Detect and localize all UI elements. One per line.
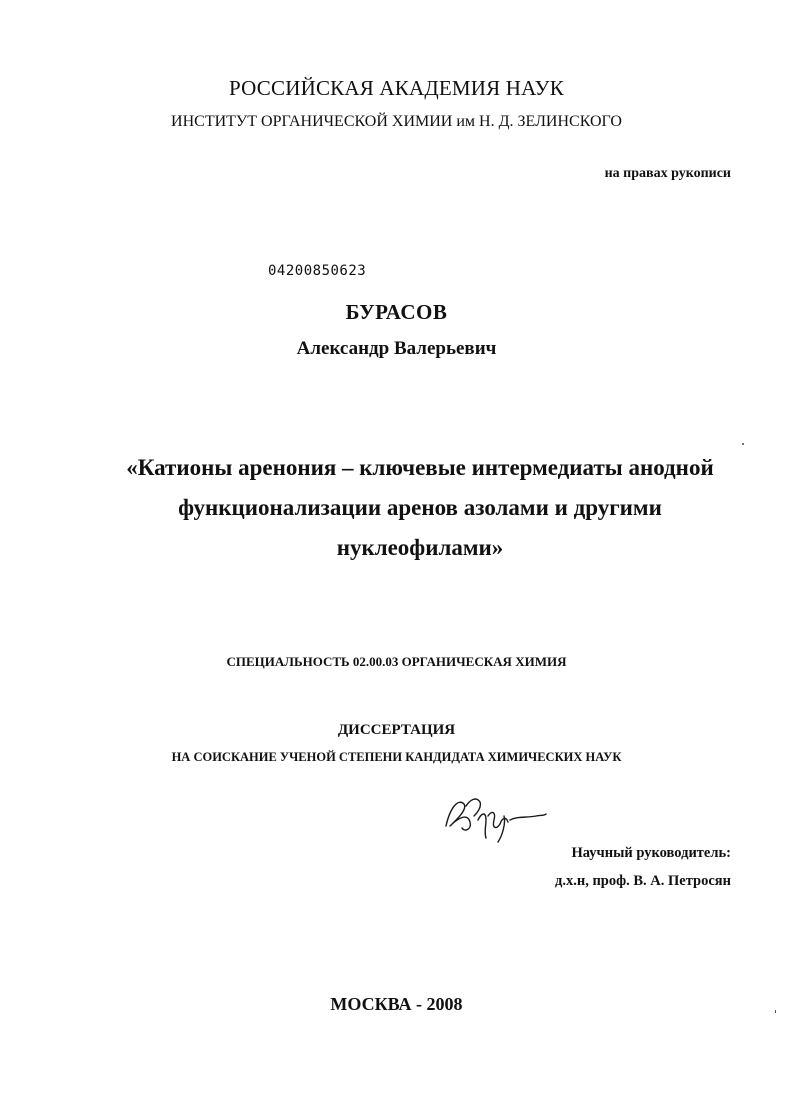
- dissertation-label: ДИССЕРТАЦИЯ: [337, 722, 456, 738]
- rights-note: на правах рукописи: [604, 166, 731, 181]
- dissertation-title: [90, 448, 750, 568]
- scan-speck: [775, 1010, 776, 1013]
- title-line: «Катионы аренония – ключевые интермедиаты анодной: [126, 455, 714, 480]
- author-given-names: Александр Валерьевич: [296, 338, 497, 359]
- author-surname: БУРАСОВ: [345, 300, 448, 324]
- supervisor-name: д.х.н, проф. В. А. Петросян: [555, 873, 731, 889]
- title-line: функционализации аренов азолами и другими: [178, 495, 662, 520]
- degree-line: НА СОИСКАНИЕ УЧЕНОЙ СТЕПЕНИ КАНДИДАТА ХИМИЧЕСКИХ НАУК: [171, 750, 622, 764]
- academy-name: РОССИЙСКАЯ АКАДЕМИЯ НАУК: [229, 76, 564, 100]
- specialty: СПЕЦИАЛЬНОСТЬ 02.00.03 ОРГАНИЧЕСКАЯ ХИМИЯ: [226, 654, 567, 669]
- scan-speck: [742, 443, 744, 445]
- title-line: нуклеофилами»: [336, 535, 504, 560]
- author-signature: [440, 786, 550, 848]
- catalog-number: 04200850623: [268, 263, 367, 279]
- institute-name: ИНСТИТУТ ОРГАНИЧЕСКОЙ ХИМИИ им Н. Д. ЗЕЛИНСКОГО: [171, 113, 622, 130]
- supervisor-label: Научный руководитель:: [571, 845, 731, 861]
- city-year: МОСКВА - 2008: [330, 994, 463, 1014]
